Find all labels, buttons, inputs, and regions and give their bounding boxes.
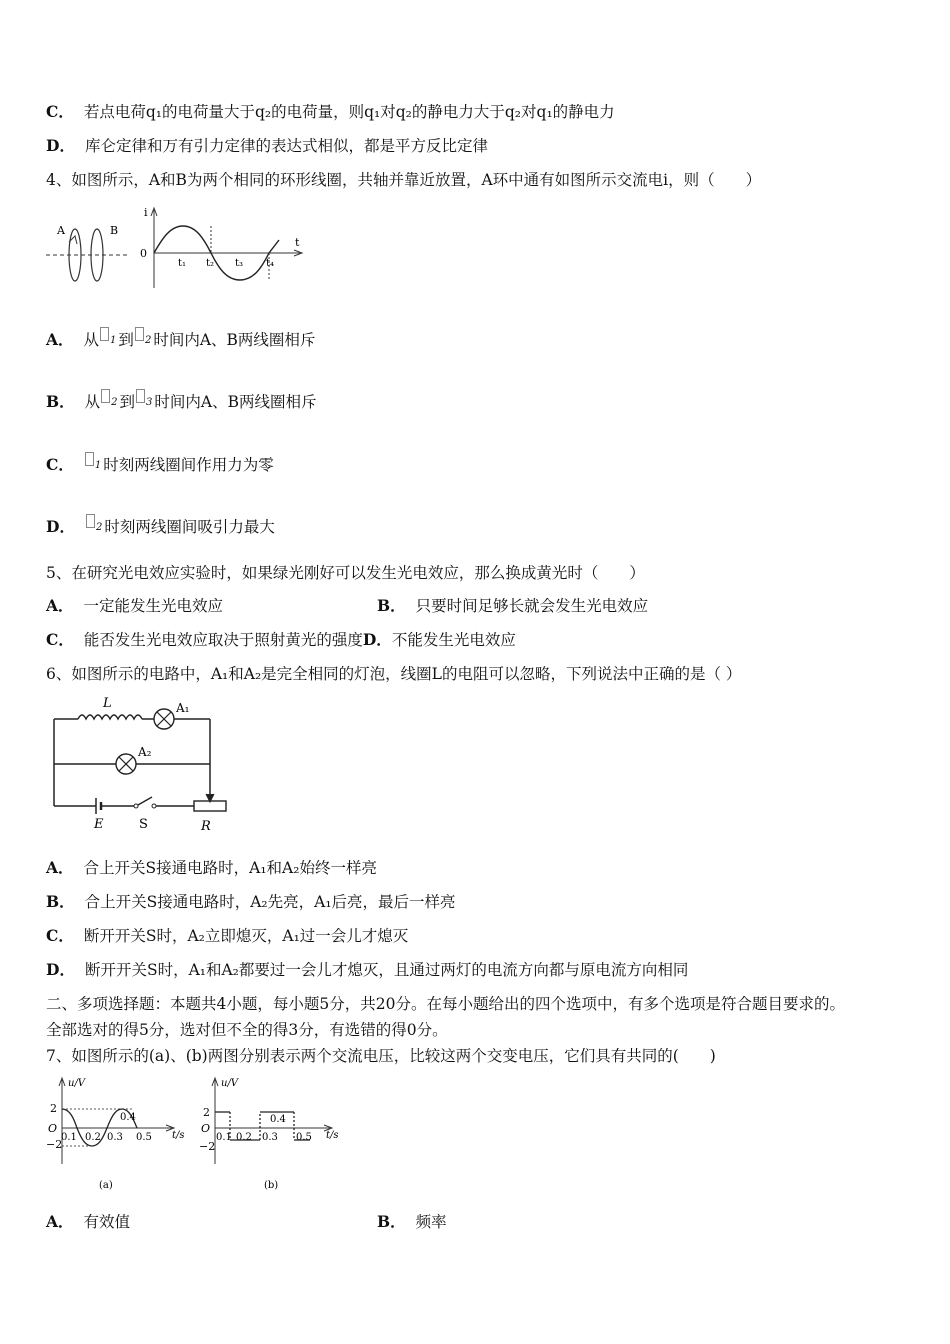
- q5-stem: 5、在研究光电效应实验时，如果绿光刚好可以发生光电效应，那么换成黄光时（ ）: [46, 564, 645, 582]
- b-origin-label: O: [201, 1122, 211, 1135]
- q4-stem: 4、如图所示，A和B为两个相同的环形线圈，共轴并靠近放置，A环中通有如图所示交流电i，则（ ）: [46, 171, 762, 189]
- q6-stem: 6、如图所示的电路中，A₁和A₂是完全相同的灯泡，线圈L的电阻可以忽略，下列说法中正确的是（ ）: [46, 665, 742, 683]
- missing-symbol-icon: [136, 389, 145, 403]
- lamp1-label: A₁: [176, 701, 190, 715]
- tick-t4: t₄: [266, 258, 275, 269]
- a-tick-0.2: 0.2: [85, 1132, 101, 1143]
- a-tick-0.5: 0.5: [136, 1132, 152, 1143]
- missing-symbol-icon: [100, 327, 109, 341]
- inductor-label: L: [103, 696, 112, 711]
- a-x-axis-label: t/s: [172, 1130, 185, 1141]
- q5-option-b: B． 只要时间足够长就会发生光电效应: [377, 596, 649, 615]
- coil-b-label: B: [110, 224, 119, 237]
- section2-heading-line2: 全部选对的得5分，选对但不全的得3分，有选错的得0分。: [46, 1021, 448, 1039]
- b-tick-0.5: 0.5: [296, 1132, 312, 1143]
- q7-option-a: A． 有效值: [46, 1212, 131, 1231]
- q6-circuit-figure: [48, 694, 238, 834]
- b-y-neg-label: −2: [199, 1140, 216, 1153]
- q7-option-b: B． 频率: [377, 1212, 447, 1231]
- tick-t2: t₂: [206, 258, 215, 269]
- b-tick-0.3: 0.3: [262, 1132, 278, 1143]
- b-tick-0.2: 0.2: [236, 1132, 252, 1143]
- q4-figure: [44, 204, 314, 294]
- a-origin-label: O: [48, 1122, 58, 1135]
- missing-symbol-icon: [85, 452, 94, 466]
- origin-label: 0: [140, 247, 147, 260]
- a-caption: (a): [99, 1180, 113, 1191]
- q5-option-c-d: C． 能否发生光电效应取决于照射黄光的强度D．不能发生光电效应: [46, 630, 516, 649]
- q6-option-b: B． 合上开关S接通电路时，A₂先亮，A₁后亮，最后一样亮: [46, 892, 456, 911]
- missing-symbol-icon: [135, 327, 144, 341]
- b-caption: (b): [264, 1180, 279, 1191]
- q7-figure: [40, 1072, 350, 1194]
- q7-stem: 7、如图所示的(a)、(b)两图分别表示两个交流电压，比较这两个交变电压，它们具有共同的( ): [46, 1047, 716, 1065]
- b-tick-0.4: 0.4: [270, 1114, 286, 1125]
- tick-t1: t₁: [178, 258, 187, 269]
- a-y-neg-label: −2: [46, 1138, 63, 1151]
- b-x-axis-label: t/s: [326, 1130, 339, 1141]
- q4-option-d: D． 2 时刻两线圈间吸引力最大: [46, 514, 275, 538]
- q6-option-c: C． 断开开关S时，A₂立即熄灭，A₁过一会儿才熄灭: [46, 926, 409, 945]
- a-tick-0.1: 0.1: [61, 1132, 77, 1143]
- q4-option-a: A． 从 1 到 2 时间内A、B两线圈相斥: [46, 327, 315, 351]
- section2-heading-line1: 二、多项选择题：本题共4小题，每小题5分，共20分。在每小题给出的四个选项中，有多个选项是符合题目要求的。: [46, 995, 845, 1013]
- b-y-axis-label: u/V: [221, 1078, 239, 1089]
- a-y-axis-label: u/V: [68, 1078, 86, 1089]
- missing-symbol-icon: [86, 514, 95, 528]
- battery-label: E: [94, 817, 104, 832]
- tick-t3: t₃: [235, 258, 244, 269]
- rheostat-label: R: [201, 819, 211, 834]
- q3-option-d: D． 库仑定律和万有引力定律的表达式相似，都是平方反比定律: [46, 136, 488, 155]
- q5-option-a: A． 一定能发生光电效应: [46, 596, 224, 615]
- switch-label: S: [139, 817, 148, 832]
- t-axis-label: t: [295, 236, 300, 249]
- q6-option-a: A． 合上开关S接通电路时，A₁和A₂始终一样亮: [46, 858, 377, 877]
- a-y-pos-label: 2: [50, 1102, 57, 1115]
- q6-option-d: D． 断开开关S时，A₁和A₂都要过一会儿才熄灭，且通过两灯的电流方向都与原电流方向相同: [46, 960, 689, 979]
- coil-a-label: A: [57, 224, 65, 237]
- q3-option-c: C． 若点电荷q₁的电荷量大于q₂的电荷量，则q₁对q₂的静电力大于q₂对q₁的静电力: [46, 102, 615, 121]
- i-axis-label: i: [144, 206, 148, 219]
- q4-option-b: B． 从 2 到 3 时间内A、B两线圈相斥: [46, 389, 316, 413]
- b-y-pos-label: 2: [203, 1106, 210, 1119]
- b-tick-0.1: 0.1: [216, 1132, 232, 1143]
- missing-symbol-icon: [101, 389, 110, 403]
- a-tick-0.3: 0.3: [107, 1132, 123, 1143]
- lamp2-label: A₂: [138, 745, 152, 759]
- a-tick-0.4: 0.4: [120, 1112, 136, 1123]
- q4-option-c: C． 1 时刻两线圈间作用力为零: [46, 452, 274, 476]
